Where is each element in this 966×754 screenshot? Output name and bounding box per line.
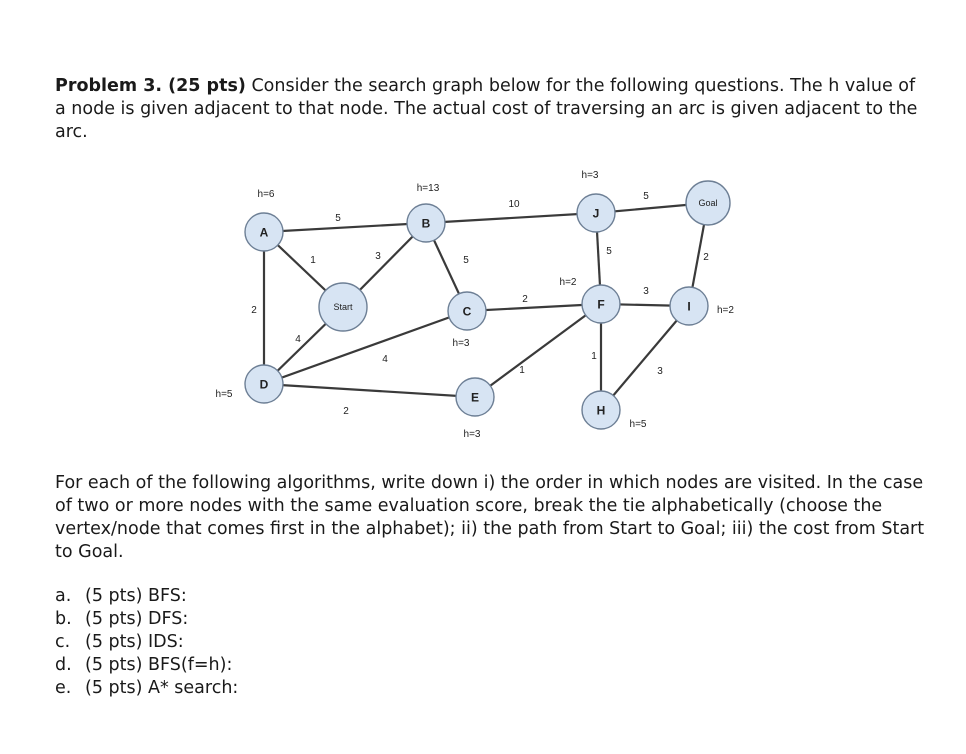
- edge-d-c: [264, 311, 467, 384]
- node-label-a: A: [259, 225, 269, 240]
- edge-d-e: [264, 384, 475, 397]
- node-label-h: H: [596, 403, 606, 418]
- edge-cost-h-i: 3: [657, 366, 663, 377]
- question-c: [55, 631, 238, 654]
- edge-cost-a-start: 1: [310, 255, 316, 266]
- question-letter: a.: [55, 586, 72, 606]
- question-text: (5 pts) A* search:: [85, 678, 239, 698]
- node-label-start: Start: [333, 302, 353, 312]
- h-label-a: h=6: [257, 189, 275, 200]
- question-text: (5 pts) DFS:: [85, 609, 189, 629]
- edge-cost-start-d: 4: [295, 334, 301, 345]
- edge-c-f: [467, 304, 601, 311]
- edge-cost-j-goal: 5: [643, 191, 649, 202]
- question-letter: e.: [55, 678, 72, 698]
- question-text: (5 pts) BFS(f=h):: [85, 655, 233, 675]
- question-list: [55, 585, 238, 700]
- h-label-j: h=3: [581, 170, 599, 181]
- question-text: (5 pts) BFS:: [85, 586, 187, 606]
- edge-cost-f-h: 1: [591, 351, 597, 362]
- node-label-c: C: [462, 304, 472, 319]
- question-b: [55, 608, 238, 631]
- edge-h-i: [601, 306, 689, 410]
- question-d: [55, 654, 238, 677]
- edge-cost-j-f: 5: [606, 246, 612, 257]
- edge-e-f: [475, 304, 601, 397]
- edge-cost-e-f: 1: [519, 365, 525, 376]
- h-label-f: h=2: [559, 277, 577, 288]
- question-letter: b.: [55, 609, 72, 629]
- problem-text: Consider the search graph below for the following questions. The h value of a node is given adjacent to that node. The actual cost of traversing an arc is given adjacent to the arc.: [55, 76, 918, 142]
- h-label-b: h=13: [416, 183, 440, 194]
- edge-a-b: [264, 223, 426, 232]
- question-letter: d.: [55, 655, 72, 675]
- problem-heading: Problem 3. (25 pts): [55, 76, 246, 96]
- question-e: [55, 677, 238, 700]
- question-letter: c.: [55, 632, 71, 652]
- instructions: For each of the following algorithms, write down i) the order in which nodes are visited. In the case of two or more nodes with the same evaluation score, break the tie alphabetically (choose the vertex/node that comes first in the alphabet); ii) the path from Start to Goal; iii) the cost from Start to Goal.: [55, 473, 925, 562]
- h-label-e: h=3: [463, 429, 481, 440]
- h-label-c: h=3: [452, 338, 470, 349]
- h-label-i: h=2: [717, 305, 734, 316]
- edge-cost-b-j: 10: [508, 199, 520, 210]
- node-label-e: E: [470, 390, 480, 405]
- node-label-f: F: [597, 297, 605, 312]
- edge-cost-start-b: 3: [375, 251, 381, 262]
- edge-cost-a-d: 2: [251, 305, 257, 316]
- node-label-i: I: [687, 299, 691, 314]
- question-text: (5 pts) IDS:: [85, 632, 184, 652]
- node-label-b: B: [421, 216, 431, 231]
- h-label-d: h=5: [215, 389, 233, 400]
- h-label-h: h=5: [629, 419, 647, 430]
- edge-cost-goal-i: 2: [703, 252, 709, 263]
- edge-cost-d-c: 4: [382, 354, 388, 365]
- question-a: [55, 585, 238, 608]
- node-label-j: J: [592, 206, 600, 221]
- edge-cost-d-e: 2: [343, 406, 349, 417]
- edge-b-j: [426, 213, 596, 223]
- edge-cost-a-b: 5: [335, 213, 341, 224]
- node-label-d: D: [259, 377, 269, 392]
- edge-cost-c-f: 2: [522, 294, 528, 305]
- node-label-goal: Goal: [698, 198, 718, 208]
- edge-cost-f-i: 3: [643, 286, 649, 297]
- edge-cost-b-c: 5: [463, 255, 469, 266]
